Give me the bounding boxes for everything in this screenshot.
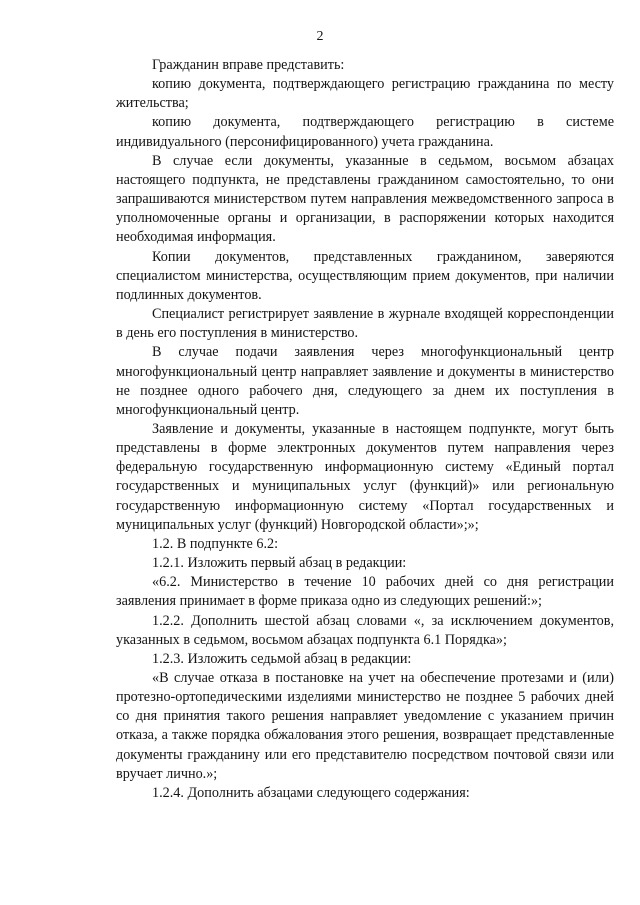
- paragraph-refusal-quote: «В случае отказа в постановке на учет на обеспечение протезами и (или) протезно-ортопедическими изделиями министерство не позднее 5 рабочих дней со дня принятия такого решения направляет уведомление с указанием причин отказа, а также порядка обжалования этого решения, возвращает представленные документы гражданину или его представителю посредством почтовой связи или вручает лично.»;: [116, 670, 614, 782]
- paragraph-1-2-1: 1.2.1. Изложить первый абзац в редакции:: [152, 555, 407, 572]
- paragraph-citizen-may-submit: Гражданин вправе представить:: [152, 57, 345, 73]
- paragraph-copies-certified: Копии документов, представленных гражданином, заверяются специалистом министерства, осуществляющим прием документов, при наличии подлинных документов.: [116, 248, 614, 303]
- paragraph-1-2-4: 1.2.4. Дополнить абзацами следующего содержания:: [152, 784, 470, 801]
- paragraph-specialist-registers: Специалист регистрирует заявление в журнале входящей корреспонденции в день его поступления в министерство.: [116, 306, 614, 342]
- paragraph-electronic-documents: Заявление и документы, указанные в настоящем подпункте, могут быть представлены в форме электронных документов путем направления через федеральную государственную информационную систему «Единый портал государственных и муниципальных услуг (функций)» или региональную государственную информационную систему «Портал государственных и муниципальных услуг (функций) Новгородской области»;»;: [116, 420, 614, 533]
- paragraph-1-2: 1.2. В подпункте 6.2:: [152, 535, 279, 552]
- paragraph-1-2-3: 1.2.3. Изложить седьмой абзац в редакции:: [152, 650, 412, 667]
- paragraph-6-2-quote: «6.2. Министерство в течение 10 рабочих дней со дня регистрации заявления принимает в форме приказа одно из следующих решений:»;: [116, 574, 614, 610]
- paragraph-multifunctional-center: В случае подачи заявления через многофункциональный центр многофункциональный центр направляет заявление и документы в министерство не позднее одного рабочего дня, следующего за днем их поступления в многофункциональный центр.: [116, 344, 614, 418]
- paragraph-personal-account-copy: копию документа, подтверждающего регистрацию в системе индивидуального (персонифицированного) учета гражданина.: [116, 114, 614, 150]
- document-body: [116, 56, 614, 803]
- paragraph-residence-registration-copy: копию документа, подтверждающего регистрацию гражданина по месту жительства;: [116, 76, 614, 112]
- page-number: 2: [316, 29, 324, 44]
- paragraph-1-2-2: 1.2.2. Дополнить шестой абзац словами «, за исключением документов, указанных в седьмом, восьмом абзацах подпункта 6.1 Порядка»;: [116, 612, 614, 648]
- paragraph-interagency-request: В случае если документы, указанные в седьмом, восьмом абзацах настоящего подпункта, не представлены гражданином самостоятельно, то они запрашиваются министерством путем направления межведомственного запроса в уполномоченные органы и организации, в распоряжении которых находится необходимая информация.: [116, 152, 614, 246]
